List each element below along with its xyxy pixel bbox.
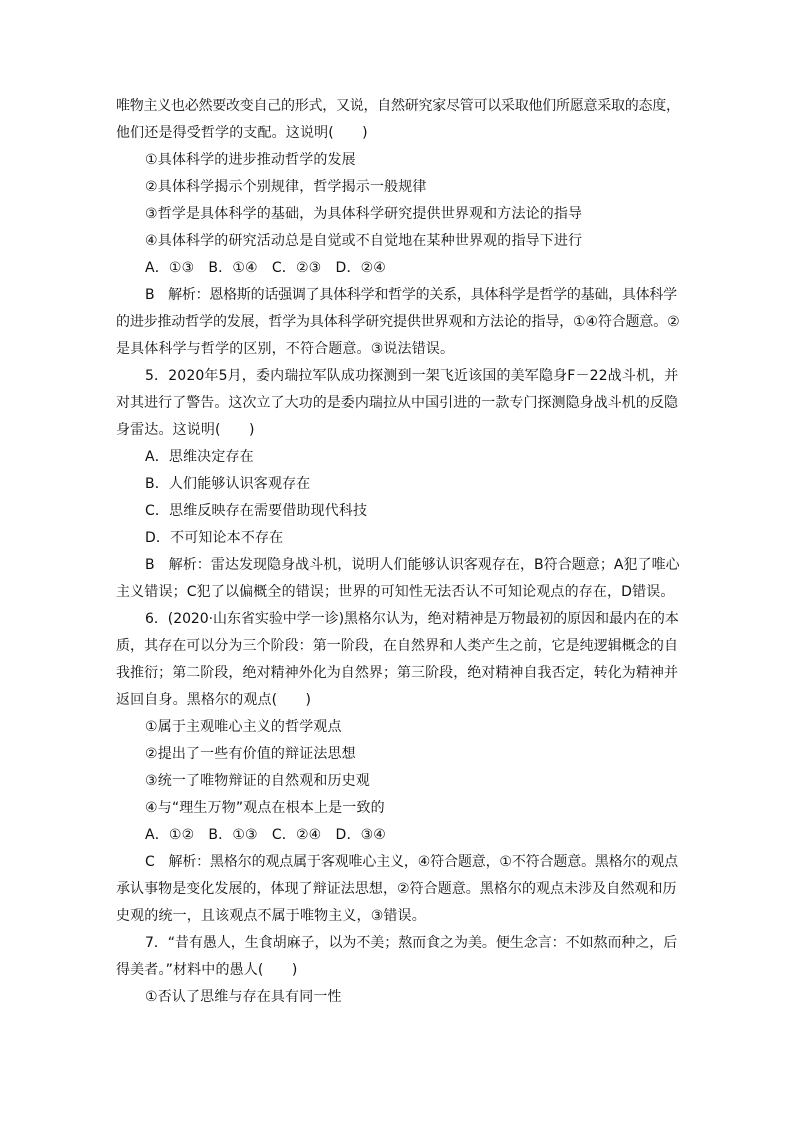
option-line: ②具体科学揭示个别规律，哲学揭示一般规律 bbox=[145, 179, 427, 195]
text-line: 的进步推动哲学的发展，哲学为具体科学研究提供世界观和方法论的指导，①④符合题意。② bbox=[116, 314, 680, 330]
text-line: 对其进行了警告。这次立了大功的是委内瑞拉从中国引进的一款专门探测隐身战斗机的反隐 bbox=[116, 395, 678, 411]
answer-line: B 解析：雷达发现隐身战斗机，说明人们能够认识客观存在，B符合题意；A犯了唯心 bbox=[145, 557, 680, 573]
text-line: 返回自身。黑格尔的观点( ) bbox=[116, 692, 312, 708]
option-line: ①否认了思维与存在具有同一性 bbox=[145, 989, 342, 1005]
text-line: 得美者。”材料中的愚人( ) bbox=[116, 962, 298, 978]
question-line: 6．(2020·山东省实验中学一诊)黑格尔认为，绝对精神是万物最初的原因和最内在的本 bbox=[145, 611, 679, 627]
option-line: ④具体科学的研究活动总是自觉或不自觉地在某种世界观的指导下进行 bbox=[145, 233, 583, 249]
question-line: 7．“昔有愚人，生食胡麻子，以为不美；熬而食之为美。便生念言：不如熬而种之，后 bbox=[145, 935, 678, 951]
choice-line: A．①③ B．①④ C．②③ D．②④ bbox=[145, 260, 386, 276]
choice-line: A．思维决定存在 bbox=[145, 449, 254, 465]
answer-line: B 解析：恩格斯的话强调了具体科学和哲学的关系，具体科学是哲学的基础，具体科学 bbox=[145, 287, 677, 303]
choice-line: B．人们能够认识客观存在 bbox=[145, 476, 311, 492]
text-line: 是具体科学与哲学的区别，不符合题意。③说法错误。 bbox=[116, 341, 455, 357]
question-line: 5．2020年5月，委内瑞拉军队成功探测到一架飞近该国的美军隐身F－22战斗机，并 bbox=[145, 368, 679, 384]
text-line: 他们还是得受哲学的支配。这说明( ) bbox=[116, 125, 368, 141]
option-line: ②提出了一些有价值的辩证法思想 bbox=[145, 746, 356, 762]
option-line: ④与“理生万物”观点在根本上是一致的 bbox=[145, 800, 385, 816]
text-line: 我推衍；第二阶段，绝对精神外化为自然界；第三阶段，绝对精神自我否定，转化为精神并 bbox=[116, 665, 678, 681]
option-line: ③统一了唯物辩证的自然观和历史观 bbox=[145, 773, 370, 789]
option-line: ③哲学是具体科学的基础，为具体科学研究提供世界观和方法论的指导 bbox=[145, 206, 583, 222]
text-line: 唯物主义也必然要改变自己的形式，又说，自然研究家尽管可以采取他们所愿意采取的态度， bbox=[116, 98, 680, 114]
option-line: ①属于主观唯心主义的哲学观点 bbox=[145, 719, 342, 735]
text-line: 质，其存在可以分为三个阶段：第一阶段，在自然界和人类产生之前，它是纯逻辑概念的自 bbox=[116, 638, 678, 654]
text-line: 身雷达。这说明( ) bbox=[116, 422, 255, 438]
text-line: 主义错误；C犯了以偏概全的错误；世界的可知性无法否认不可知论观点的存在，D错误。 bbox=[116, 584, 675, 600]
choice-line: A．①② B．①③ C．②④ D．③④ bbox=[145, 827, 386, 843]
option-line: ①具体科学的进步推动哲学的发展 bbox=[145, 152, 356, 168]
text-line: 史观的统一，且该观点不属于唯物主义，③错误。 bbox=[116, 908, 426, 924]
text-line: 承认事物是变化发展的，体现了辩证法思想，②符合题意。黑格尔的观点未涉及自然观和历 bbox=[116, 881, 677, 897]
answer-line: C 解析：黑格尔的观点属于客观唯心主义，④符合题意，①不符合题意。黑格尔的观点 bbox=[145, 854, 679, 870]
choice-line: C．思维反映存在需要借助现代科技 bbox=[145, 503, 368, 519]
choice-line: D．不可知论本不存在 bbox=[145, 530, 284, 546]
